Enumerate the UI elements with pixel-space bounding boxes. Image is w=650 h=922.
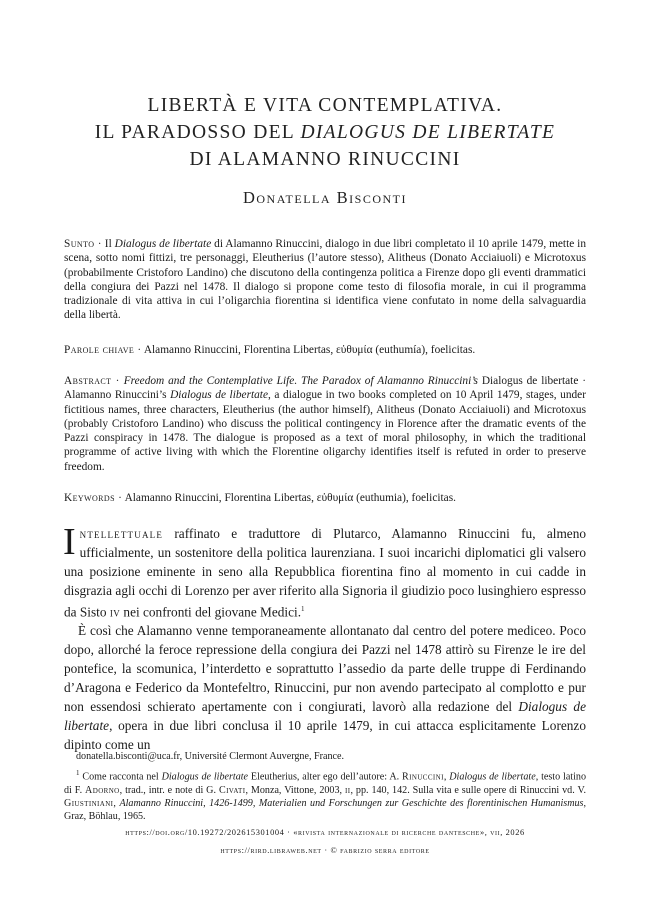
fn-text-e: , trad., intr. e note di G.	[119, 784, 219, 796]
title-line-2-italic: DIALOGUS DE LIBERTATE	[300, 122, 556, 143]
abstract-italic-1: Freedom and the Contemplative Life. The Paradox of Alamanno Rinuccini’s	[119, 375, 478, 387]
title-line-2	[60, 119, 590, 146]
fn-italic-2: Dialogus de libertate	[449, 771, 536, 783]
parole-chiave-text: Alamanno Rinuccini, Florentina Libertas, εὐθυμία (euthumía), foelicitas.	[141, 344, 476, 356]
fn-smallcaps-2: Adorno	[85, 784, 120, 796]
doi-line[interactable]: https://doi.org/10.19272/202615301004 · «rivista internazionale di ricerche dantesche», vii, 2026	[125, 828, 525, 837]
body-p2-text-a: È così che Alamanno venne temporaneamente allontanato dal centro del potere mediceo. Poco dopo, allorché la feroce repressione della congiura dei Pazzi nel 1478 attirò su Firenze le ire del pontefice, la scomunica, l’interdetto e soprattutto l’assedio da parte delle truppe di Ferdinando d’Aragona e Federico da Montefeltro, Rinuccini, pur non avendo partecipato al complotto e pur non essendosi schierato apertamente con i congiurati, lavorò alla redazione del	[64, 623, 586, 715]
abstract-italic-2: Dialogus de libertate	[170, 389, 268, 402]
footnote-1	[64, 767, 586, 824]
article-title	[60, 92, 590, 173]
fn-smallcaps-1: Rinuccini	[402, 771, 444, 783]
author-affiliation: donatella.bisconti@uca.fr, Université Clermont Auvergne, France.	[76, 751, 344, 762]
fn-text-a: Come racconta nel	[79, 771, 162, 783]
fn-text-c: ,	[443, 771, 450, 783]
body-p2-text-b: , opera in due libri conclusa il 10 aprile 1479, in cui attacca esplicitamente Lorenzo dipinto come un	[64, 718, 586, 753]
keywords-label: Keywords ·	[64, 492, 123, 504]
fn-text-h: ,	[113, 797, 120, 809]
fn-text-j: , Graz, Böhlau, 1965.	[64, 797, 587, 823]
publisher-line[interactable]: https://rird.libraweb.net · © fabrizio serra editore	[220, 846, 430, 855]
fn-text-b: Eleutherius, alter ego dell’autore: A.	[248, 771, 402, 783]
body-p1-text-b: nei confronti del giovane Medici.	[120, 604, 302, 620]
spaced-word: ntellettuale	[79, 526, 164, 541]
body-paragraph-2	[64, 621, 586, 754]
fn-smallcaps-4: ii	[344, 784, 351, 796]
title-line-1: LIBERTÀ E VITA CONTEMPLATIVA.	[147, 95, 503, 116]
footnote-ref-1[interactable]: 1	[301, 605, 305, 613]
keywords-text: Alamanno Rinuccini, Florentina Libertas, εὐθυμία (euthumia), foelicitas.	[122, 492, 456, 504]
abstract-paragraph	[64, 374, 586, 474]
abstract-label: Abstract ·	[64, 375, 120, 387]
abstract-text-2: , a dialogue in two books completed on 10 April 1479, stages, under fictitious names, three characters, Eleutherius (the author himself), Alitheus (Donato Acciaiuoli) and Microtoxus (probably Cristoforo Landino) who discuss the political contingency in Florence after the dramatic events of the Pazzi conspiracy in 1478. The dialogue is proposed as a text of moral philosophy, in which the traditional programme of active living with which the Florentine oligarchy identifies itself is refuted in order to preserve freedom.	[64, 389, 586, 473]
drop-cap: I	[63, 521, 76, 563]
fn-text-f: , Monza, Vittone, 2003,	[245, 784, 345, 796]
fn-text-d: , testo latino di F.	[64, 771, 587, 796]
fn-smallcaps-3: Civati	[218, 784, 246, 796]
parole-chiave	[64, 343, 586, 357]
fn-italic-3: Alamanno Rinuccini, 1426-1499, Materialien und Forschungen zur Geschichte des florentinischen Humanismus	[119, 797, 584, 809]
title-line-2-text: IL PARADOSSO DEL	[94, 122, 301, 143]
title-line-3: DI ALAMANNO RINUCCINI	[189, 149, 461, 170]
abstract-text-1: Dialogus de libertate · Alamanno Rinuccini’s	[64, 375, 586, 402]
author-name: Donatella Bisconti	[242, 188, 408, 207]
fn-italic-1: Dialogus de libertate	[161, 771, 249, 783]
fn-smallcaps-5: Giustiniani	[64, 797, 114, 809]
sunto-text-1: Il	[101, 238, 115, 250]
article-body	[63, 521, 586, 754]
keywords	[64, 491, 586, 505]
footnote-number: 1	[76, 769, 80, 777]
fn-text-g: , pp. 140, 142. Sulla vita e sulle opere di Rinuccini vd. V.	[350, 784, 586, 796]
body-p2-italic: Dialogus de libertate	[64, 699, 586, 734]
parole-chiave-label: Parole chiave ·	[64, 344, 142, 356]
sunto-text-2: di Alamanno Rinuccini, dialogo in due libri completato il 10 aprile 1479, mette in scena, sotto nomi fittizi, tre personaggi, Eleutherius (l’autore stesso), Alitheus (Donato Acciaiuoli) e Microtoxus (probabilmente Cristoforo Landino) che discutono della contingenza politica a Firenze dopo gli eventi drammatici della congiura dei Pazzi nel 1478. Il dialogo si propone come testo di filosofia morale, in cui il programma tradizionale di vita attiva in cui l’oligarchia fiorentina si identifica viene confutato in nome della salvaguardia della libertà.	[64, 238, 587, 322]
sunto-paragraph	[64, 237, 586, 323]
sunto-italic-1: Dialogus de libertate	[114, 238, 212, 250]
sunto-label: Sunto ·	[64, 238, 102, 250]
body-paragraph-1	[63, 521, 586, 621]
body-p1-text-a: raffinato e traduttore di Plutarco, Alamanno Rinuccini fu, almeno ufficialmente, un sostenitore della politica laurenziana. I suoi incarichi diplomatici gli valsero una posizione eminente in seno alla Repubblica fiorentina fino al momento in cui cadde in disgrazia agli occhi di Lorenzo per aver riferito alla Signoria il giudizio poco lusinghiero espresso da Sisto	[64, 526, 586, 620]
body-p1-roman-numeral: iv	[109, 604, 121, 620]
